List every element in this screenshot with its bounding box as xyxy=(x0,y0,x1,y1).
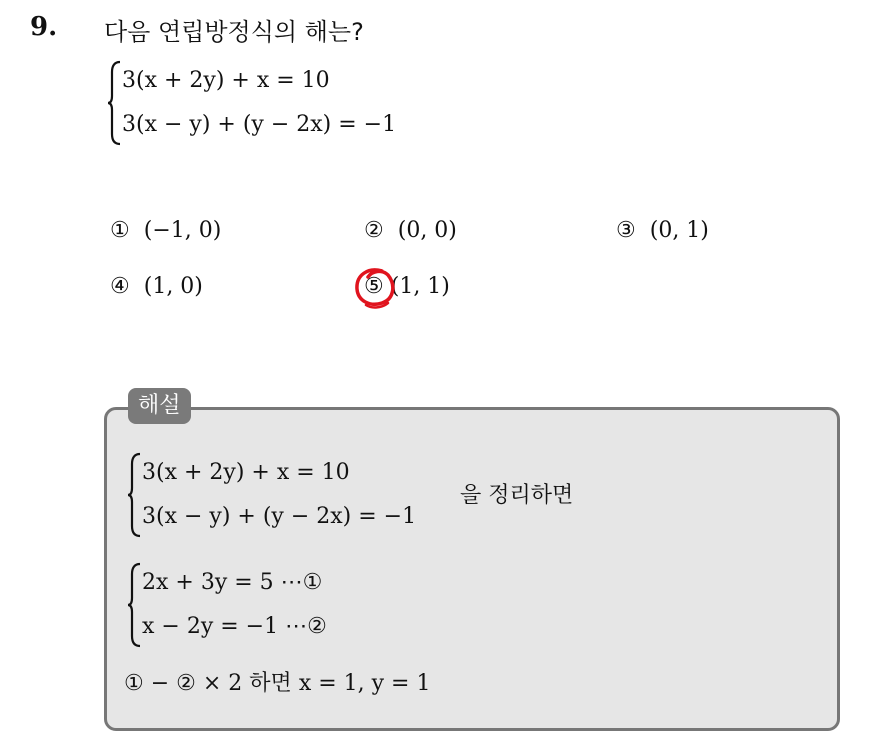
choice-4[interactable] xyxy=(110,274,203,299)
choice-3-value: (0, 1) xyxy=(649,218,709,243)
question-equation-system xyxy=(108,60,396,146)
left-brace-icon xyxy=(108,60,122,146)
question-prompt: 다음 연립방정식의 해는? xyxy=(104,18,364,46)
solution-tag: 해설 xyxy=(128,388,191,424)
solution-note: 을 정리하면 xyxy=(460,483,574,508)
question-equation-2: 3(x − y) + (y − 2x) = −1 xyxy=(122,112,397,137)
choice-1[interactable] xyxy=(110,218,221,243)
solution-final-word: 하면 xyxy=(249,671,292,696)
choice-5-value: (1, 1) xyxy=(390,274,450,299)
choice-5-label: ⑤ xyxy=(364,274,384,299)
solution-final-line xyxy=(124,666,430,697)
solution-equation-2: 3(x − y) + (y − 2x) = −1 xyxy=(142,504,417,529)
solution-final-expression: ① − ② × 2 xyxy=(124,671,243,696)
choice-1-label: ① xyxy=(110,218,130,243)
choice-4-value: (1, 0) xyxy=(143,274,203,299)
solution-final-result: x = 1, y = 1 xyxy=(298,671,431,696)
choice-3-label: ③ xyxy=(616,218,636,243)
question-equation-1: 3(x + 2y) + x = 10 xyxy=(122,68,330,93)
left-brace-icon xyxy=(128,562,142,648)
left-brace-icon xyxy=(128,452,142,538)
solution-equation-4: x − 2y = −1 ⋯② xyxy=(142,614,327,639)
solution-equation-1: 3(x + 2y) + x = 10 xyxy=(142,460,350,485)
choice-4-label: ④ xyxy=(110,274,130,299)
choice-2-label: ② xyxy=(364,218,384,243)
question-number: 9. xyxy=(30,12,58,42)
choice-3[interactable] xyxy=(616,218,709,243)
choice-1-value: (−1, 0) xyxy=(143,218,222,243)
solution-equation-system-1 xyxy=(128,452,416,538)
solution-equation-3: 2x + 3y = 5 ⋯① xyxy=(142,570,323,595)
choice-2-value: (0, 0) xyxy=(397,218,457,243)
choice-2[interactable] xyxy=(364,218,457,243)
selected-answer-circle-icon xyxy=(352,265,400,315)
solution-equation-system-2 xyxy=(128,562,327,648)
